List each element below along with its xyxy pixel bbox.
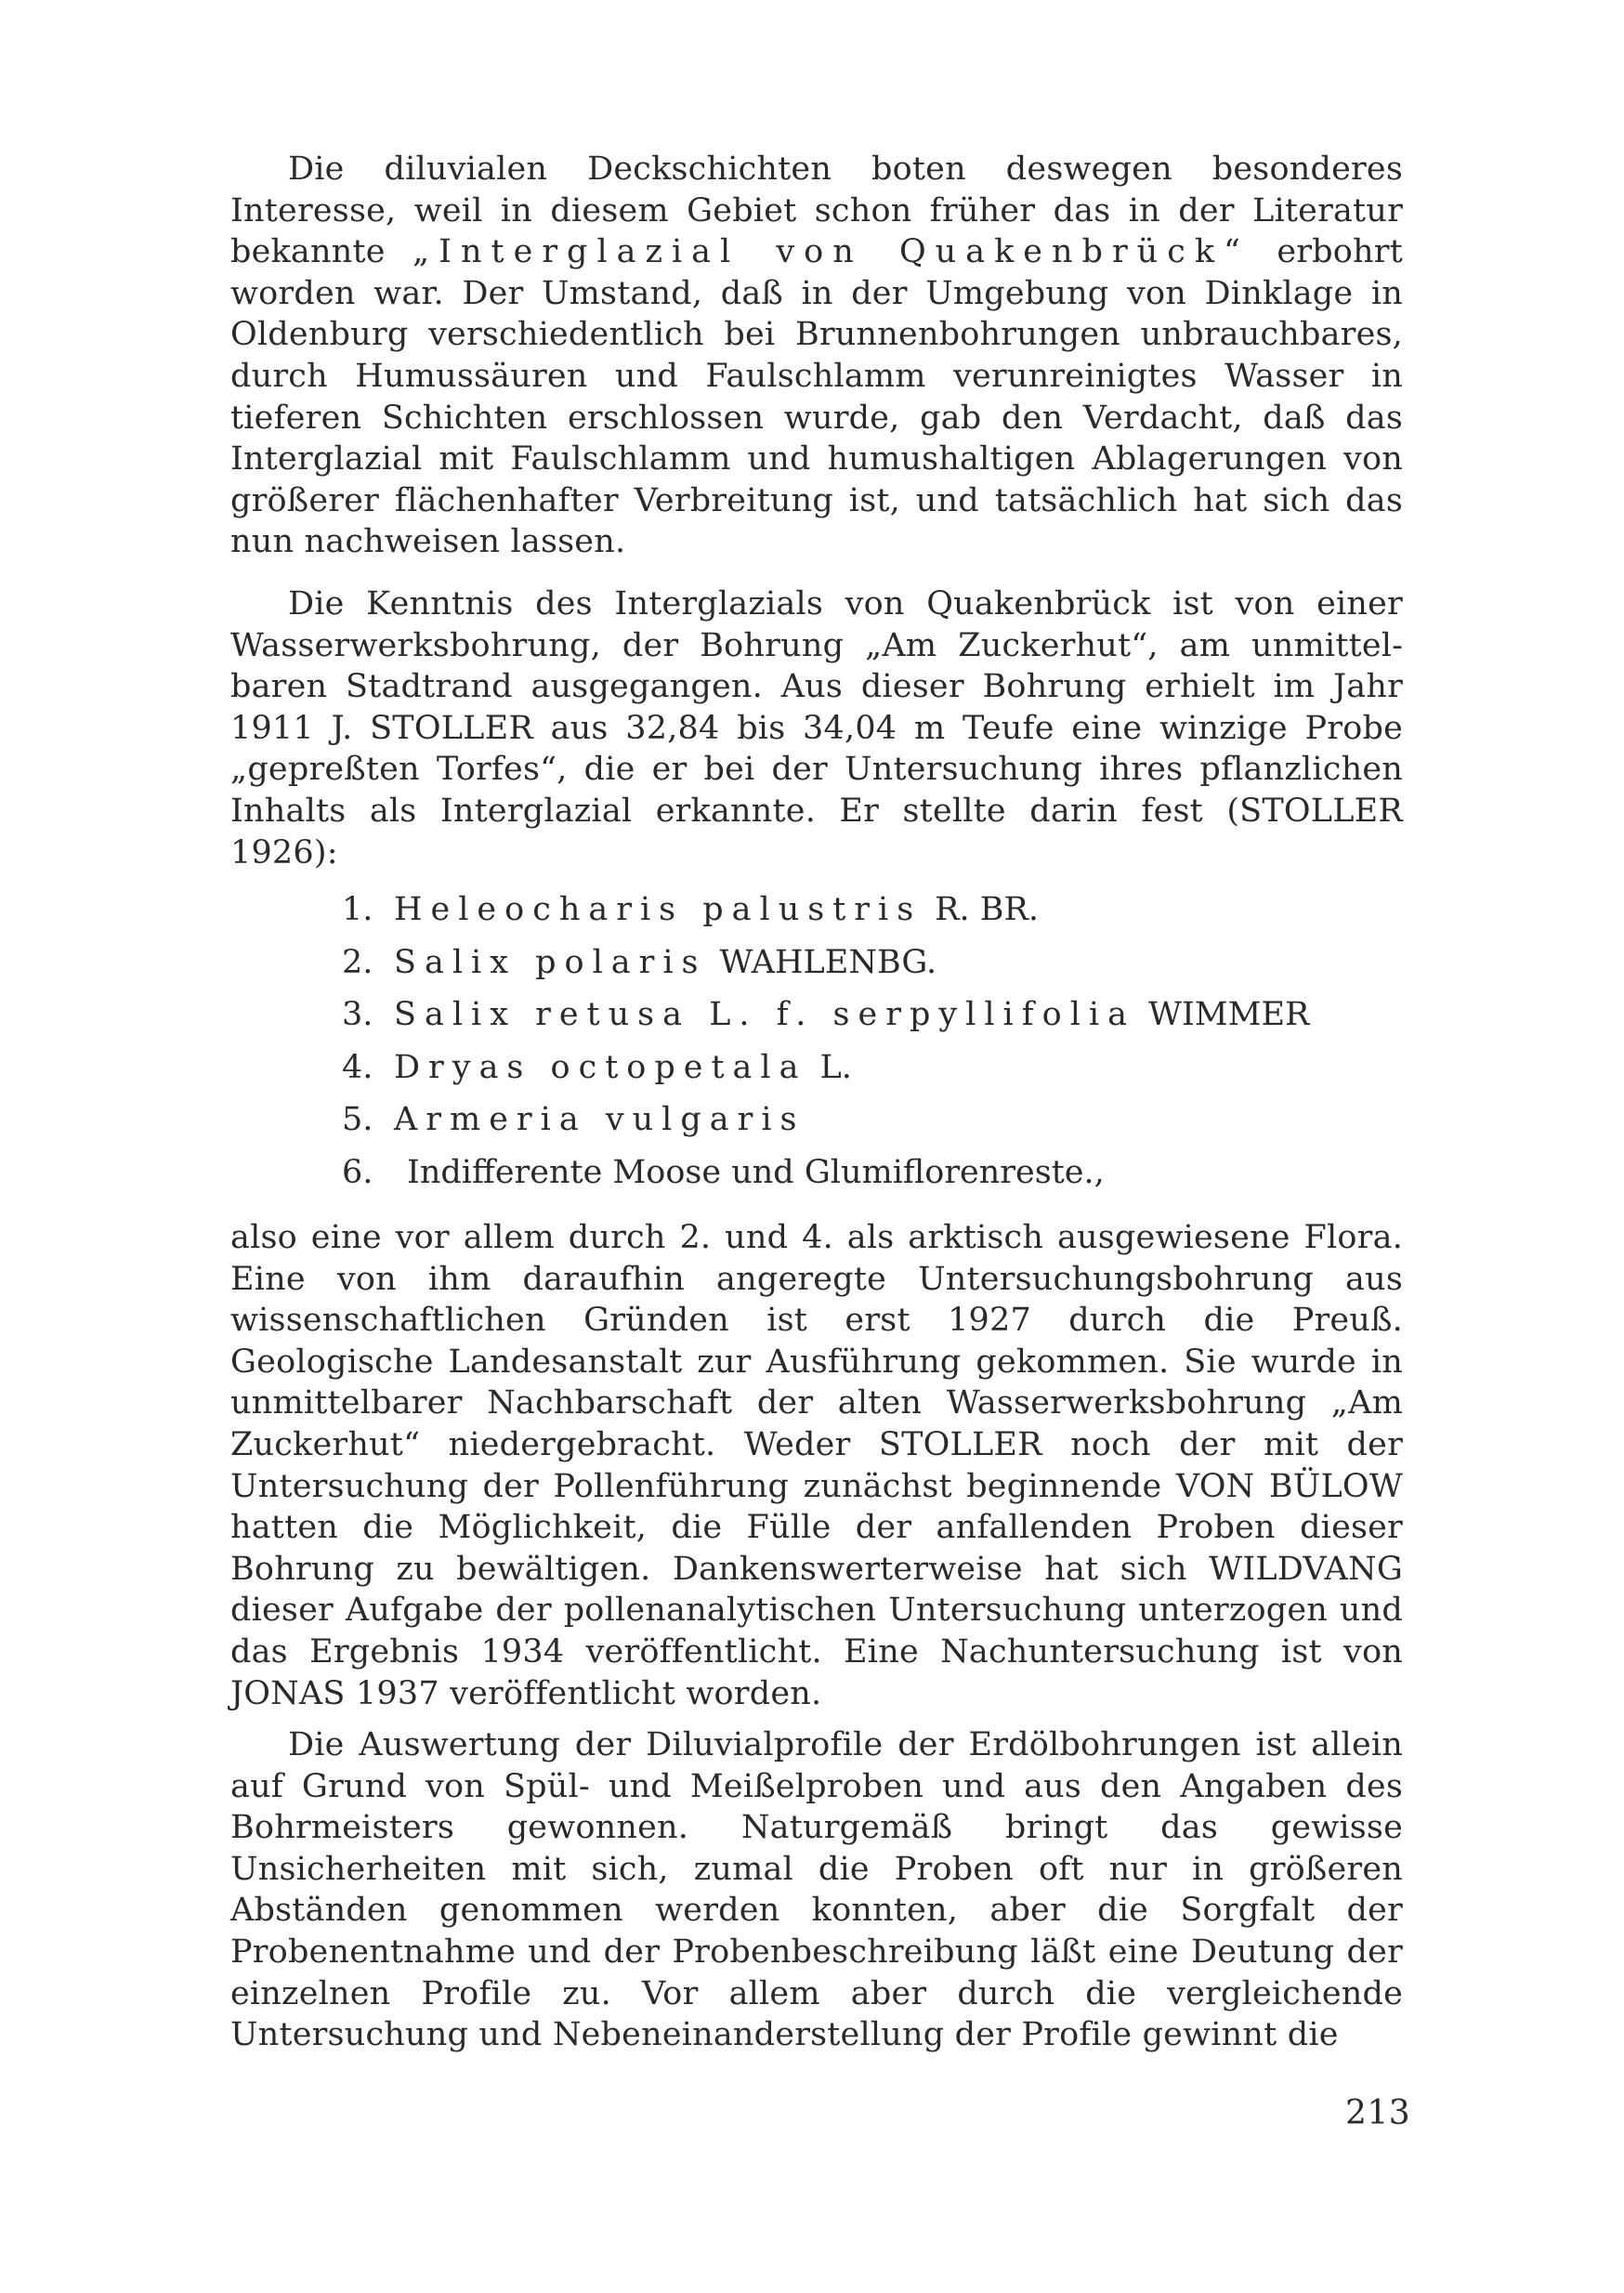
paragraph-4-text: Die Auswertung der Diluvialprofile der Erdölbohrungen ist allein auf Grund von Spül- und Meißelproben und aus den Angaben des Bohrmeisters gewonnen. Naturgemäß bringt das gewisse Unsicherheiten mit sich, zumal die Proben oft nur in größeren Abständen genommen werden konnten, aber die Sorgfalt der Probenentnahme und der Probenbeschreibung läßt eine Deutung der einzelnen Profile zu. Vor allem aber durch die vergleichende Untersuchung und Nebeneinanderstellung der Profile gewinnt die [230,1726,1403,2054]
paragraph-4 [230,1724,1403,2056]
list-item-number: 5. [342,1101,373,1139]
list-item [342,1146,1401,1199]
list-item [342,937,1401,989]
paragraph-3 [230,1217,1403,1714]
list-item-number: 4. [342,1048,373,1086]
list-item [342,1094,1401,1146]
species-list [342,884,1401,1199]
paragraph-2 [230,583,1403,873]
list-item-species: Armeria vulgaris [394,1101,805,1139]
list-item-species: Salix retusa L. f. serpyllifolia [394,996,1135,1034]
list-item-author: L. [819,1048,852,1086]
list-item-author: WAHLENBG. [719,943,937,981]
list-item-number: 6. [342,1153,373,1191]
paragraph-1 [230,149,1403,563]
list-item-author: Indifferente Moose und Glumiflorenreste., [407,1153,1105,1191]
paragraph-1-text [230,149,1403,563]
spaced-term-interglazial: „Interglazial von Quakenbrück“ [413,233,1250,271]
list-item-species: Dryas octopetala [394,1048,807,1086]
paragraph-3-text: also eine vor allem durch 2. und 4. als arktisch ausgewiesene Flora. Eine von ihm daraufhin angeregte Untersuchungsbohrung aus wissenschaftlichen Gründen ist erst 1927 durch die Preuß. Geologische Landesanstalt zur Ausführung gekommen. Sie wurde in unmittelbarer Nachbarschaft der alten Wasserwerksbohrung „Am Zuckerhut“ niedergebracht. Weder STOLLER noch der mit der Untersuchung der Pollenführung zunächst beginnende VON BÜLOW hatten die Möglichkeit, die Fülle der anfallenden Proben dieser Bohrung zu bewältigen. Dankenswerterweise hat sich WILDVANG dieser Aufgabe der pollenanalytischen Untersuchung unterzogen und das Ergebnis 1934 veröffentlicht. Eine Nachuntersuchung ist von JONAS 1937 veröffentlicht worden. [230,1219,1403,1712]
list-item-number: 2. [342,943,373,981]
list-item [342,989,1401,1042]
list-item-number: 1. [342,891,373,928]
list-item [342,1042,1401,1094]
page-number: 213 [1345,2094,1411,2132]
list-item-species: Heleocharis palustris [394,891,923,928]
list-item-species: Salix polaris [394,943,707,981]
list-item-number: 3. [342,996,373,1034]
list-item-author: R. BR. [935,891,1039,928]
list-item-author: WIMMER [1148,996,1310,1034]
paragraph-1-part-b: erbohrt worden war. Der Umstand, daß in der Umgebung von Dinklage in Oldenburg verschiedentlich bei Brunnenbohrungen unbrauchbares, durch Humussäuren und Faulschlamm verunreinigtes Wasser in tieferen Schichten erschlossen wurde, gab den Verdacht, daß das Interglazial mit Faulschlamm und humushaltigen Ablagerungen von größerer flächenhafter Verbreitung ist, und tatsächlich hat sich das nun nachweisen lassen. [230,233,1403,561]
paragraph-1-part-a: Die diluvialen Deckschichten boten deswegen besonderes Interesse, weil in diesem Gebiet schon früher das in der Literatur bekannte [230,151,1403,271]
paragraph-2-text: Die Kenntnis des Interglazials von Quakenbrück ist von einer Wasserwerksbohrung, der Bohrung „Am Zuckerhut“, am unmittelbaren Stadtrand ausgegangen. Aus dieser Bohrung erhielt im Jahr 1911 J. STOLLER aus 32,84 bis 34,04 m Teufe eine winzige Probe „gepreßten Torfes“, die er bei der Untersuchung ihres pflanzlichen Inhalts als Interglazial erkannte. Er stellte darin fest (STOLLER 1926): [230,585,1403,871]
list-item [342,884,1401,937]
